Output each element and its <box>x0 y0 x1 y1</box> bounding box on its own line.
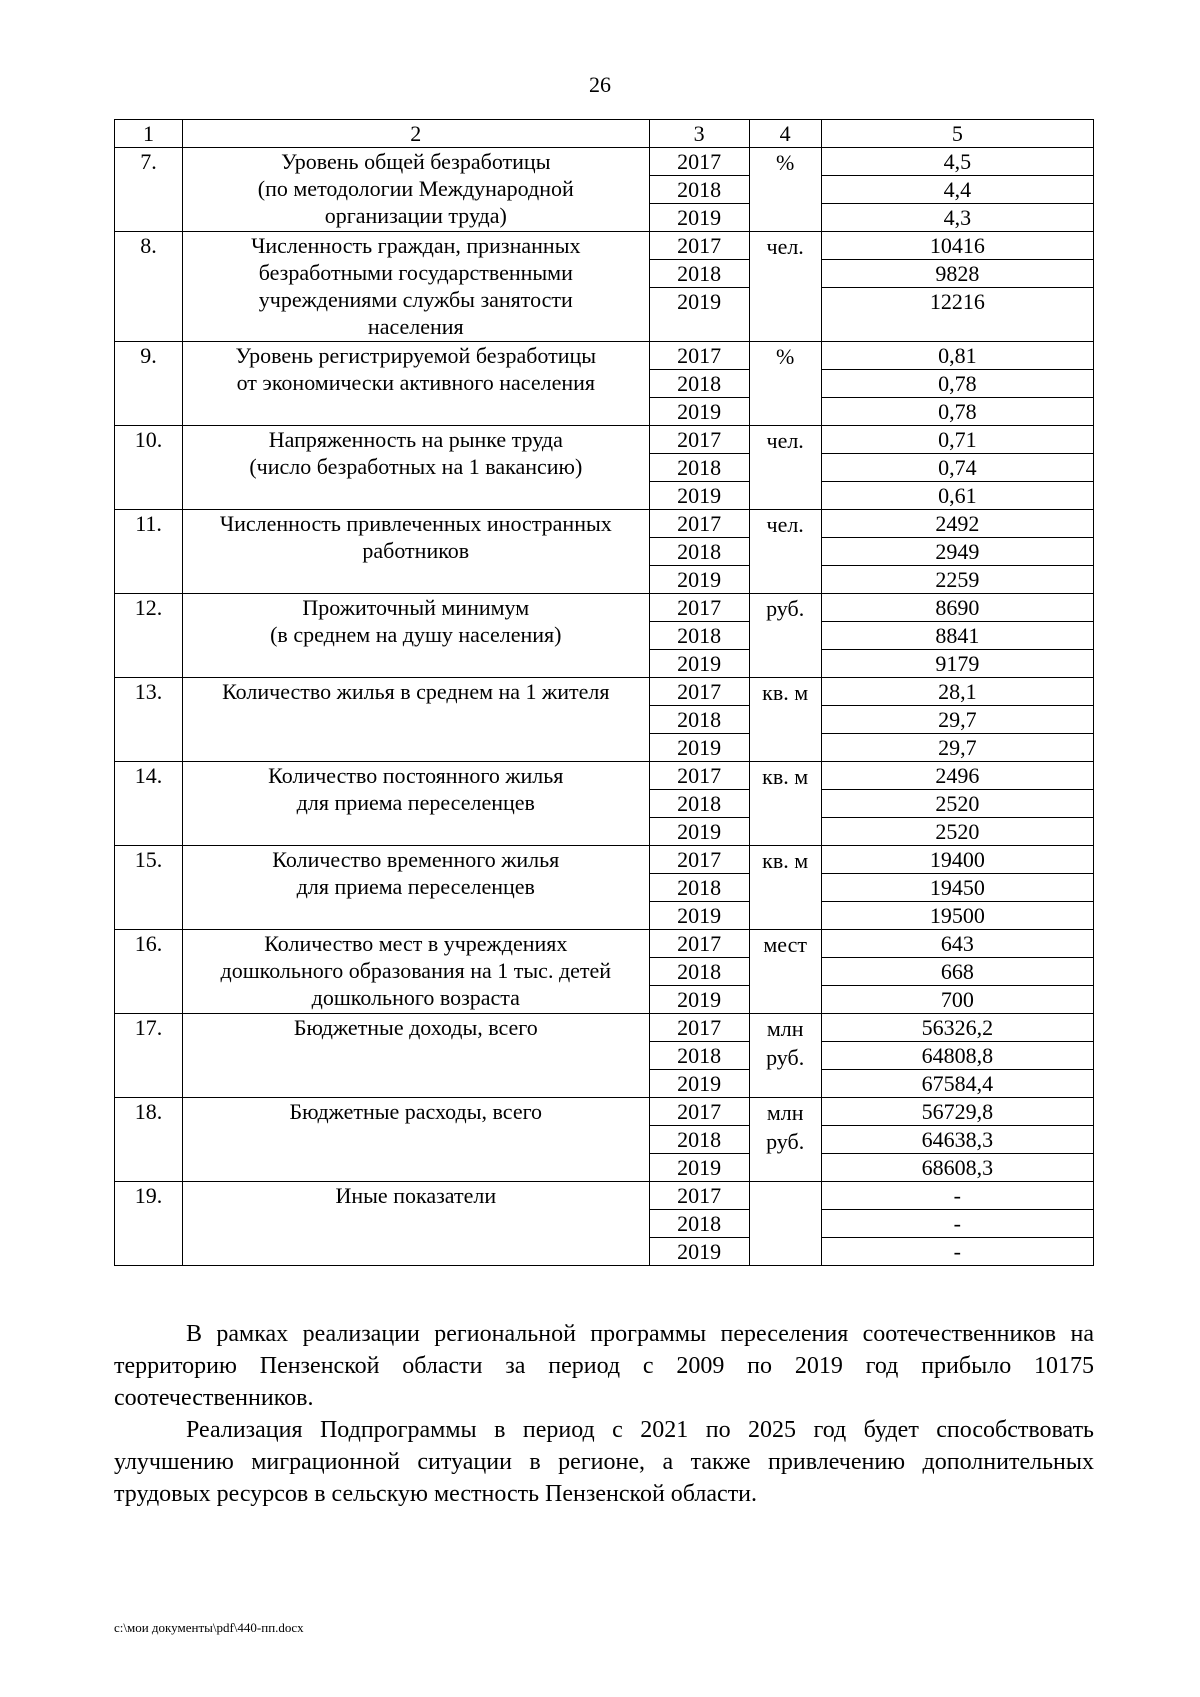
unit-cell <box>749 426 821 510</box>
unit-cell <box>749 232 821 342</box>
paragraph: Реализация Подпрограммы в период с 2021 по 2025 год будет способствовать улучшению миграционной ситуации в регионе, а также привлечению дополнительных трудовых ресурсов в сельскую местность Пензенской области. <box>114 1417 1094 1507</box>
header-cell: 4 <box>749 120 821 148</box>
unit-line: чел. <box>766 234 804 259</box>
indicator-name-line: (по методологии Международной <box>257 176 574 201</box>
indicator-name-line: Численность граждан, признанных <box>251 233 581 258</box>
indicator-name-cell <box>183 342 649 426</box>
year-cell: 2017 <box>649 762 749 790</box>
year-cell: 2018 <box>649 706 749 734</box>
header-cell: 5 <box>821 120 1093 148</box>
paragraph: В рамках реализации региональной программы переселения соотечественников на территорию Пензенской области за период с 2009 по 2019 год прибыло 10175 соотечественников. <box>114 1321 1094 1411</box>
year-cell: 2019 <box>649 986 749 1014</box>
indicator-name-line: Количество жилья в среднем на 1 жителя <box>222 679 610 704</box>
indicator-name-cell <box>183 930 649 1014</box>
indicator-name-line: (число безработных на 1 вакансию) <box>249 454 583 479</box>
indicator-name-cell <box>183 1098 649 1182</box>
year-cell: 2017 <box>649 930 749 958</box>
unit-cell <box>749 148 821 232</box>
value-cell: - <box>821 1182 1093 1210</box>
year-cell: 2018 <box>649 1042 749 1070</box>
value-cell: 64638,3 <box>821 1126 1093 1154</box>
value-cell: 10416 <box>821 232 1093 260</box>
value-cell: 0,61 <box>821 482 1093 510</box>
indicator-name-line: дошкольного образования на 1 тыс. детей <box>220 958 612 983</box>
unit-line: руб. <box>766 1129 805 1154</box>
table-row <box>115 232 1094 260</box>
value-cell: 28,1 <box>821 678 1093 706</box>
value-cell: 4,5 <box>821 148 1093 176</box>
unit-cell <box>749 510 821 594</box>
unit-line: % <box>775 344 795 369</box>
year-cell: 2017 <box>649 594 749 622</box>
unit-line: мест <box>763 932 807 957</box>
year-cell: 2019 <box>649 482 749 510</box>
value-cell: 19500 <box>821 902 1093 930</box>
value-cell: 67584,4 <box>821 1070 1093 1098</box>
year-cell: 2018 <box>649 790 749 818</box>
year-cell: 2019 <box>649 1070 749 1098</box>
body-text <box>114 1318 1094 1510</box>
year-cell: 2017 <box>649 342 749 370</box>
row-number-cell: 16. <box>115 930 183 1014</box>
indicator-name-cell <box>183 232 649 342</box>
unit-line: % <box>775 150 795 175</box>
year-cell: 2019 <box>649 1154 749 1182</box>
indicator-name-line: Уровень регистрируемой безработицы <box>235 343 597 368</box>
row-number-cell: 9. <box>115 342 183 426</box>
indicator-name-line: работников <box>362 538 470 563</box>
indicator-name-line: дошкольного возраста <box>311 985 520 1010</box>
value-cell: 0,81 <box>821 342 1093 370</box>
row-number-cell: 7. <box>115 148 183 232</box>
value-cell: 4,3 <box>821 204 1093 232</box>
value-cell: 0,78 <box>821 398 1093 426</box>
year-cell: 2018 <box>649 1126 749 1154</box>
value-cell: 700 <box>821 986 1093 1014</box>
year-cell: 2017 <box>649 426 749 454</box>
year-cell: 2017 <box>649 846 749 874</box>
unit-line: чел. <box>766 512 804 537</box>
table-row <box>115 148 1094 176</box>
value-cell: 9828 <box>821 260 1093 288</box>
value-cell: 29,7 <box>821 734 1093 762</box>
year-cell: 2018 <box>649 874 749 902</box>
table-row <box>115 678 1094 706</box>
indicator-name-line: учреждениями службы занятости <box>258 287 573 312</box>
value-cell: 4,4 <box>821 176 1093 204</box>
table-row <box>115 510 1094 538</box>
year-cell: 2019 <box>649 818 749 846</box>
year-cell: 2018 <box>649 260 749 288</box>
indicator-name-line: Бюджетные расходы, всего <box>289 1099 543 1124</box>
table-row <box>115 1098 1094 1126</box>
year-cell: 2017 <box>649 232 749 260</box>
value-cell: 56326,2 <box>821 1014 1093 1042</box>
header-cell: 2 <box>183 120 649 148</box>
indicator-name-cell <box>183 846 649 930</box>
year-cell: 2019 <box>649 398 749 426</box>
value-cell: 0,74 <box>821 454 1093 482</box>
year-cell: 2017 <box>649 678 749 706</box>
year-cell: 2018 <box>649 1210 749 1238</box>
indicator-name-line: организации труда) <box>324 203 507 228</box>
row-number-cell: 8. <box>115 232 183 342</box>
indicator-name-line: Количество мест в учреждениях <box>264 931 568 956</box>
value-cell: 64808,8 <box>821 1042 1093 1070</box>
year-cell: 2019 <box>649 566 749 594</box>
value-cell: 8690 <box>821 594 1093 622</box>
row-number-cell: 13. <box>115 678 183 762</box>
indicator-name-line: для приема переселенцев <box>296 790 535 815</box>
value-cell: 29,7 <box>821 706 1093 734</box>
value-cell: 668 <box>821 958 1093 986</box>
row-number-cell: 12. <box>115 594 183 678</box>
year-cell: 2018 <box>649 454 749 482</box>
row-number-cell: 18. <box>115 1098 183 1182</box>
year-cell: 2017 <box>649 510 749 538</box>
unit-line: руб. <box>766 1045 805 1070</box>
indicator-name-line: Бюджетные доходы, всего <box>293 1015 538 1040</box>
table-row <box>115 594 1094 622</box>
indicator-name-line: населения <box>367 314 464 339</box>
unit-cell <box>749 594 821 678</box>
indicator-name-line: Прожиточный минимум <box>302 595 530 620</box>
unit-cell <box>749 846 821 930</box>
table-row <box>115 1014 1094 1042</box>
value-cell: 2496 <box>821 762 1093 790</box>
year-cell: 2019 <box>649 1238 749 1266</box>
indicator-name-line: Напряженность на рынке труда <box>268 427 563 452</box>
value-cell: 68608,3 <box>821 1154 1093 1182</box>
indicator-name-cell <box>183 594 649 678</box>
year-cell: 2018 <box>649 176 749 204</box>
value-cell: 2520 <box>821 790 1093 818</box>
year-cell: 2019 <box>649 650 749 678</box>
year-cell: 2018 <box>649 538 749 566</box>
table-row <box>115 846 1094 874</box>
year-cell: 2018 <box>649 958 749 986</box>
indicator-name-cell <box>183 1182 649 1266</box>
indicator-name-cell <box>183 1014 649 1098</box>
unit-cell <box>749 930 821 1014</box>
indicator-name-cell <box>183 148 649 232</box>
year-cell: 2019 <box>649 902 749 930</box>
unit-line: руб. <box>766 596 805 621</box>
unit-line: чел. <box>766 428 804 453</box>
row-number-cell: 15. <box>115 846 183 930</box>
unit-line: кв. м <box>762 680 809 705</box>
table-header-row <box>115 120 1094 148</box>
indicator-name-line: Численность привлеченных иностранных <box>219 511 612 536</box>
row-number-cell: 10. <box>115 426 183 510</box>
value-cell: 2492 <box>821 510 1093 538</box>
indicator-name-line: Количество временного жилья <box>272 847 560 872</box>
year-cell: 2017 <box>649 1098 749 1126</box>
value-cell: 0,71 <box>821 426 1093 454</box>
indicator-name-cell <box>183 510 649 594</box>
value-cell: 643 <box>821 930 1093 958</box>
table-body <box>115 120 1094 1266</box>
value-cell: 56729,8 <box>821 1098 1093 1126</box>
table-row <box>115 762 1094 790</box>
unit-cell <box>749 1182 821 1266</box>
indicator-name-line: безработными государственными <box>258 260 573 285</box>
file-path-footer: c:\мои документы\pdf\440-пп.docx <box>114 1620 304 1635</box>
unit-cell <box>749 762 821 846</box>
row-number-cell: 14. <box>115 762 183 846</box>
unit-line: кв. м <box>762 764 809 789</box>
unit-cell <box>749 678 821 762</box>
indicator-name-line: от экономически активного населения <box>236 370 596 395</box>
header-cell: 3 <box>649 120 749 148</box>
indicator-name-cell <box>183 762 649 846</box>
value-cell: - <box>821 1238 1093 1266</box>
value-cell: 2259 <box>821 566 1093 594</box>
unit-line: млн <box>766 1016 804 1041</box>
indicator-name-line: Количество постоянного жилья <box>268 763 564 788</box>
year-cell: 2017 <box>649 1182 749 1210</box>
indicator-name-line: Уровень общей безработицы <box>281 149 551 174</box>
value-cell: 0,78 <box>821 370 1093 398</box>
value-cell: 9179 <box>821 650 1093 678</box>
table-row <box>115 426 1094 454</box>
year-cell: 2018 <box>649 370 749 398</box>
unit-line: млн <box>766 1100 804 1125</box>
unit-cell <box>749 1014 821 1098</box>
value-cell: - <box>821 1210 1093 1238</box>
row-number-cell: 11. <box>115 510 183 594</box>
indicator-name-line: (в среднем на душу населения) <box>270 622 562 647</box>
table-row <box>115 342 1094 370</box>
value-cell: 2949 <box>821 538 1093 566</box>
value-cell: 2520 <box>821 818 1093 846</box>
row-number-cell: 17. <box>115 1014 183 1098</box>
year-cell: 2019 <box>649 734 749 762</box>
table-row <box>115 1182 1094 1210</box>
unit-cell <box>749 1098 821 1182</box>
year-cell: 2019 <box>649 288 749 342</box>
value-cell: 8841 <box>821 622 1093 650</box>
header-cell: 1 <box>115 120 183 148</box>
year-cell: 2019 <box>649 204 749 232</box>
indicator-name-cell <box>183 426 649 510</box>
value-cell: 12216 <box>821 288 1093 342</box>
indicator-name-line: Иные показатели <box>335 1183 497 1208</box>
unit-line: кв. м <box>762 848 809 873</box>
unit-cell <box>749 342 821 426</box>
value-cell: 19400 <box>821 846 1093 874</box>
year-cell: 2017 <box>649 1014 749 1042</box>
indicators-table <box>114 119 1094 1266</box>
indicator-name-line: для приема переселенцев <box>296 874 535 899</box>
row-number-cell: 19. <box>115 1182 183 1266</box>
value-cell: 19450 <box>821 874 1093 902</box>
year-cell: 2017 <box>649 148 749 176</box>
page-number: 26 <box>589 72 611 97</box>
table-row <box>115 930 1094 958</box>
indicator-name-cell <box>183 678 649 762</box>
year-cell: 2018 <box>649 622 749 650</box>
